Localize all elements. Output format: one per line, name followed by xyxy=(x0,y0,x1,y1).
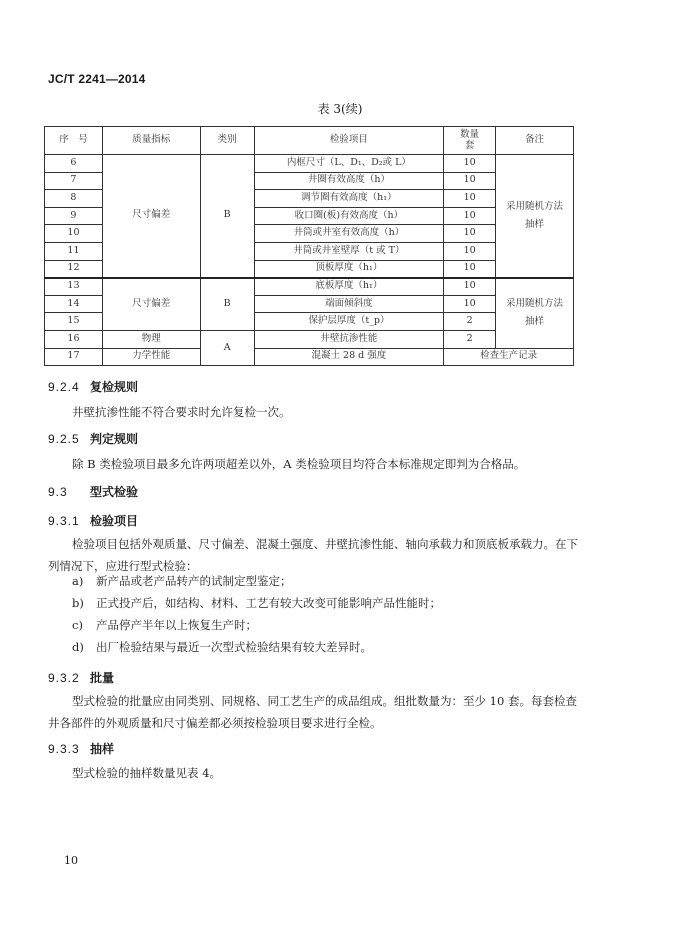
header-item: 检验项目 xyxy=(254,127,444,155)
cell-item: 井筒或井室壁厚（t 或 T） xyxy=(254,242,444,260)
list-item xyxy=(72,573,292,589)
page-number: 10 xyxy=(64,854,78,867)
cell-qty: 10 xyxy=(444,207,496,225)
list-item-label: c) xyxy=(72,618,83,632)
cell-item: 顶板厚度（h₁） xyxy=(254,260,444,278)
cell-qty: 10 xyxy=(444,295,496,313)
cell-item: 端面倾斜度 xyxy=(254,295,444,313)
cell-item: 内框尺寸（L、D₁、D₂或 L） xyxy=(254,155,444,173)
list-item-text: 产品停产半年以上恢复生产时； xyxy=(96,618,257,632)
cell-qty: 10 xyxy=(444,278,496,296)
table-header-row xyxy=(45,127,574,155)
list-item xyxy=(72,595,441,611)
cell-seq: 7 xyxy=(45,172,103,190)
header-seq: 序 号 xyxy=(45,127,103,155)
cell-seq: 9 xyxy=(45,207,103,225)
paragraph: 型式检验的抽样数量见表 4。 xyxy=(72,766,221,780)
list-item-text: 新产品或老产品转产的试制定型鉴定； xyxy=(96,574,292,588)
cell-seq: 12 xyxy=(45,260,103,278)
cell-quality-index: 力学性能 xyxy=(102,348,200,366)
paragraph: 检验项目包括外观质量、尺寸偏差、混凝土强度、井壁抗渗性能、轴向承载力和顶底板承载力。在下列情况下，应进行型式检验： xyxy=(48,537,578,573)
cell-category: B xyxy=(200,155,254,278)
section-title: 批量 xyxy=(90,671,115,685)
cell-seq: 11 xyxy=(45,242,103,260)
section-number: 9.2.5 xyxy=(48,432,80,446)
section-title: 检验项目 xyxy=(90,514,139,528)
section-number: 9.3.3 xyxy=(48,742,80,756)
cell-category: A xyxy=(200,330,254,365)
header-category: 类别 xyxy=(200,127,254,155)
table-row xyxy=(45,348,574,366)
section-heading xyxy=(48,669,114,686)
cell-quality-index: 尺寸偏差 xyxy=(102,278,200,331)
cell-seq: 8 xyxy=(45,190,103,208)
cell-qty: 10 xyxy=(444,190,496,208)
cell-qty: 10 xyxy=(444,260,496,278)
cell-item: 收口圈(板)有效高度（h） xyxy=(254,207,444,225)
list-item xyxy=(72,617,257,633)
inspection-table xyxy=(44,126,574,366)
table-row xyxy=(45,155,574,173)
section-heading xyxy=(48,740,114,757)
paragraph: 井壁抗渗性能不符合要求时允许复检一次。 xyxy=(72,405,291,419)
table-row xyxy=(45,330,574,348)
cell-seq: 14 xyxy=(45,295,103,313)
cell-seq: 10 xyxy=(45,225,103,243)
standard-number: JC/T 2241—2014 xyxy=(48,72,146,86)
section-title: 抽样 xyxy=(90,742,115,756)
cell-quality-index: 尺寸偏差 xyxy=(102,155,200,278)
paragraph: 除 B 类检验项目最多允许两项超差以外，A 类检验项目均符合本标准规定即判为合格品。 xyxy=(72,457,526,471)
cell-qty-remark: 检查生产记录 xyxy=(444,348,574,366)
list-item-label: b) xyxy=(72,596,84,610)
list-item-text: 出厂检验结果与最近一次型式检验结果有较大差异时。 xyxy=(96,640,372,654)
cell-seq: 15 xyxy=(45,313,103,331)
cell-qty: 2 xyxy=(444,313,496,331)
cell-item: 保护层厚度（t_p） xyxy=(254,313,444,331)
cell-category: B xyxy=(200,278,254,331)
section-number: 9.3.1 xyxy=(48,514,80,528)
cell-seq: 13 xyxy=(45,278,103,296)
header-remarks: 备注 xyxy=(496,127,574,155)
cell-remark: 采用随机方法 抽样 xyxy=(496,278,574,348)
header-quantity: 数量 套 xyxy=(444,127,496,155)
cell-quality-index: 物理 xyxy=(102,330,200,348)
list-item-label: d) xyxy=(72,640,84,654)
cell-item: 井壁抗渗性能 xyxy=(254,330,444,348)
cell-item: 底板厚度（h₁） xyxy=(254,278,444,296)
section-number: 9.3.2 xyxy=(48,671,80,685)
section-heading xyxy=(48,430,138,447)
list-item xyxy=(72,639,372,655)
header-quality-index: 质量指标 xyxy=(102,127,200,155)
section-heading xyxy=(48,512,138,529)
cell-item: 井筒或井室有效高度（h） xyxy=(254,225,444,243)
section-heading xyxy=(48,483,138,500)
cell-qty: 10 xyxy=(444,155,496,173)
section-number: 9.3 xyxy=(48,485,68,499)
cell-qty: 10 xyxy=(444,172,496,190)
section-number: 9.2.4 xyxy=(48,380,80,394)
cell-qty: 2 xyxy=(444,330,496,348)
list-item-text: 正式投产后，如结构、材料、工艺有较大改变可能影响产品性能时； xyxy=(96,596,441,610)
cell-seq: 16 xyxy=(45,330,103,348)
cell-item: 井圈有效高度（h） xyxy=(254,172,444,190)
paragraph: 型式检验的批量应由同类别、同规格、同工艺生产的成品组成。组批数量为：至少 10 套。每套检查井各部件的外观质量和尺寸偏差都必须按检验项目要求进行全检。 xyxy=(48,694,577,730)
cell-seq: 6 xyxy=(45,155,103,173)
cell-remark: 采用随机方法 抽样 xyxy=(496,155,574,278)
cell-qty: 10 xyxy=(444,225,496,243)
table-title: 表 3(续) xyxy=(317,102,363,116)
cell-seq: 17 xyxy=(45,348,103,366)
cell-item: 混凝土 28 d 强度 xyxy=(254,348,444,366)
table-row xyxy=(45,278,574,296)
section-title: 判定规则 xyxy=(90,432,139,446)
cell-qty: 10 xyxy=(444,242,496,260)
section-title: 型式检验 xyxy=(90,485,139,499)
section-title: 复检规则 xyxy=(90,380,139,394)
list-item-label: a) xyxy=(72,574,84,588)
section-heading xyxy=(48,378,138,395)
cell-item: 调节圈有效高度（h₁） xyxy=(254,190,444,208)
